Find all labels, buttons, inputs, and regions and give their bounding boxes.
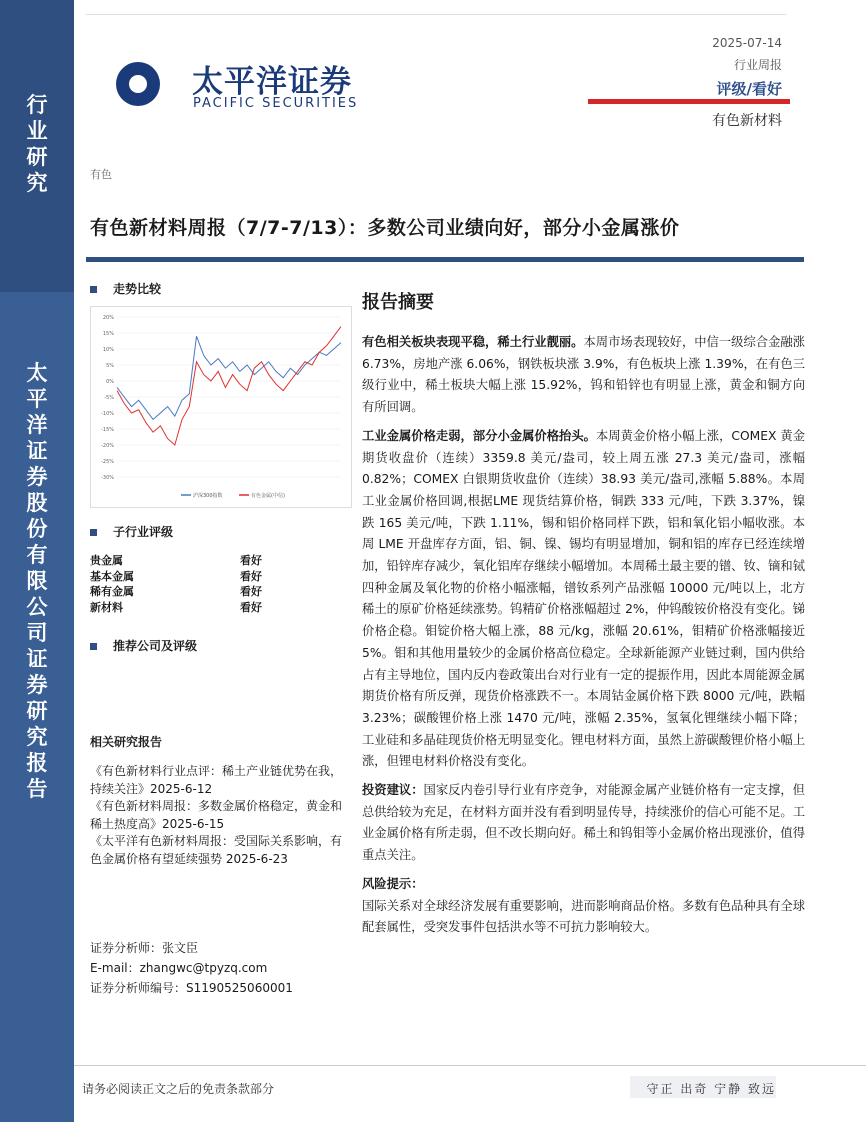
- related-report-link[interactable]: 《有色新材料周报：多数金属价格稳定，黄金和稀土热度高》2025-6-15: [90, 799, 343, 831]
- trend-chart-svg: [91, 307, 351, 507]
- series-line: [117, 327, 341, 445]
- related-reports-list: [90, 763, 352, 868]
- top-rule: [86, 14, 786, 15]
- y-tick-label: -5%: [104, 395, 114, 401]
- brand-name-en: PACIFIC SECURITIES: [193, 96, 359, 111]
- report-sector: 有色新材料: [712, 113, 782, 129]
- bullet-square-icon: [90, 643, 97, 650]
- y-tick-label: -20%: [101, 443, 114, 449]
- company-logo: [90, 18, 180, 138]
- recommend-heading: 推荐公司及评级: [90, 637, 197, 654]
- legend-label: 沪深300指数: [193, 493, 223, 499]
- summary-body: [362, 332, 805, 946]
- y-tick-label: -30%: [101, 475, 114, 481]
- related-reports-heading: 相关研究报告: [90, 735, 163, 749]
- y-tick-label: 5%: [106, 363, 114, 369]
- footer-disclaimer: 请务必阅读正文之后的免责条款部分: [82, 1082, 275, 1096]
- y-tick-label: 20%: [102, 315, 114, 321]
- trend-chart: [90, 306, 352, 508]
- sub-industry-heading: 子行业评级: [90, 523, 173, 540]
- rating-row: 贵金属 看好: [90, 554, 262, 567]
- rating-row: 基本金属 看好: [90, 569, 262, 583]
- risk-text: 国际关系对全球经济发展有重要影响，进而影响商品价格。多数有色品种具有全球配套属性，受突发事件包括洪水等不可抗力影响较大。: [362, 898, 805, 935]
- related-report-link[interactable]: 《太平洋有色新材料周报：受国际关系影响，有色金属价格有望延续强势 2025-6-23: [90, 834, 343, 866]
- page-title: 有色新材料周报（7/7-7/13）：多数公司业绩向好，部分小金属涨价: [90, 217, 680, 239]
- investment-advice: 投资建议：国家反内卷引导行业有序竞争，对能源金属产业链价格有一定支撑，但总供给较为充足，在材料方面并没有看到明显传导，持续涨价的信心可能不足。工业金属价格有所走弱，但不改长期向好。稀土和钨钼等小金属价格出现涨价，值得重点关注。: [362, 783, 805, 863]
- summary-paragraph: 有色相关板块表现平稳，稀土行业靓丽。本周市场表现较好，中信一级综合金融涨 6.73%，房地产涨 6.06%，钢铁板块涨 3.9%，有色板块上涨 1.39%，在有色三级行业中，稀土板块大幅上涨 15.92%，钨和铅锌也有明显上涨，黄金和铜方向有所回调。: [362, 335, 805, 415]
- y-tick-label: 15%: [102, 331, 114, 337]
- y-tick-label: -15%: [101, 427, 114, 433]
- rating-row: 稀有金属 看好: [90, 585, 262, 598]
- footer-motto: 守正 出奇 宁静 致远: [646, 1082, 776, 1096]
- bullet-square-icon: [90, 529, 97, 536]
- report-type: 行业周报: [733, 58, 782, 72]
- analyst-email[interactable]: E-mail：zhangwc@tpyzq.com: [90, 961, 268, 975]
- sidebar-company-label: 太 平 洋 证 券 股 份 有 限 公 司 证 券 研 究 报 告: [26, 360, 48, 801]
- summary-heading: 报告摘要: [362, 292, 434, 313]
- report-rating: 评级/看好: [716, 80, 782, 98]
- related-report-link[interactable]: 《有色新材料行业点评：稀土产业链优势在我，持续关注》2025-6-12: [90, 764, 343, 796]
- analyst-name: 证券分析师：张文臣: [90, 941, 199, 955]
- sub-industry-ratings: [90, 553, 350, 615]
- rating-accent-bar: [588, 99, 790, 104]
- analyst-id: 证券分析师编号：S1190525060001: [90, 981, 293, 995]
- risk-heading: 风险提示：: [362, 876, 424, 891]
- bullet-square-icon: [90, 286, 97, 293]
- y-tick-label: 10%: [102, 347, 114, 353]
- analyst-info: [90, 938, 293, 998]
- trend-heading: 走势比较: [90, 280, 161, 297]
- footer-rule: [74, 1065, 866, 1066]
- brand-name-cn: 太平洋证券: [192, 64, 352, 100]
- legend-label: 有色金属(中信): [251, 493, 285, 499]
- sidebar-top-label: 行 业 研 究: [26, 92, 48, 195]
- report-date: 2025-07-14: [712, 36, 782, 50]
- series-line: [117, 336, 341, 419]
- y-tick-label: -10%: [101, 411, 114, 417]
- title-rule: [86, 257, 804, 262]
- y-tick-label: 0%: [106, 379, 114, 385]
- summary-paragraph: 工业金属价格走弱，部分小金属价格抬头。本周黄金价格小幅上涨，COMEX 黄金期货收盘价（连续）3359.8 美元/盎司，较上周五涨 27.3 美元/盎司，涨幅 0.82%；COMEX 白银期货收盘价（连续）38.93 美元/盎司,涨幅 5.88%。本周工业金属价格回调,根据LME 现货结算价格，铜跌 333 元/吨，下跌 3.37%，镍跌 165 美元/吨，下跌 1.11%，锡和铝价格同样下跌，铝和氧化铝小幅收涨。本周 LME 开盘库存方面，铝、铜、镍、锡均有明显增加，铜和铝的库存已经连续增加，铅锌库存减少，氧化铝库存继续小幅增加。本周稀土最主要的镨、钕、镝和铽四种金属及氧化物的价格小幅涨幅，镨钕系列产品涨幅 10000 元/吨以上，北方稀土的原矿价格延续涨势。钨精矿价格涨幅超过 2%，仲钨酸铵价格没有变化。锑价格企稳。钼锭价格大幅上涨，88 元/kg，涨幅 20.61%，钼精矿价格涨幅接近 5%。钼和其他用量较少的金属价格高位稳定。全球新能源产业链过剩，国内供给占有主导地位，国内反内卷政策出台对行业有一定的提振作用，因此本周能源金属期货价格有所反弹，现货价格涨跌不一。本周钴金属价格下跌 8000 元/吨，跌幅 3.23%；碳酸锂价格上涨 1470 元/吨，涨幅 2.35%，氢氧化锂继续小幅下降；工业硅和多晶硅现货价格无明显变化。锂电材料方面，虽然上游碳酸锂价格小幅上涨，但锂电材料价格没有变化。: [362, 428, 805, 769]
- category-label: 有色: [90, 168, 112, 181]
- y-tick-label: -25%: [101, 459, 114, 465]
- rating-row: 新材料 看好: [90, 600, 262, 614]
